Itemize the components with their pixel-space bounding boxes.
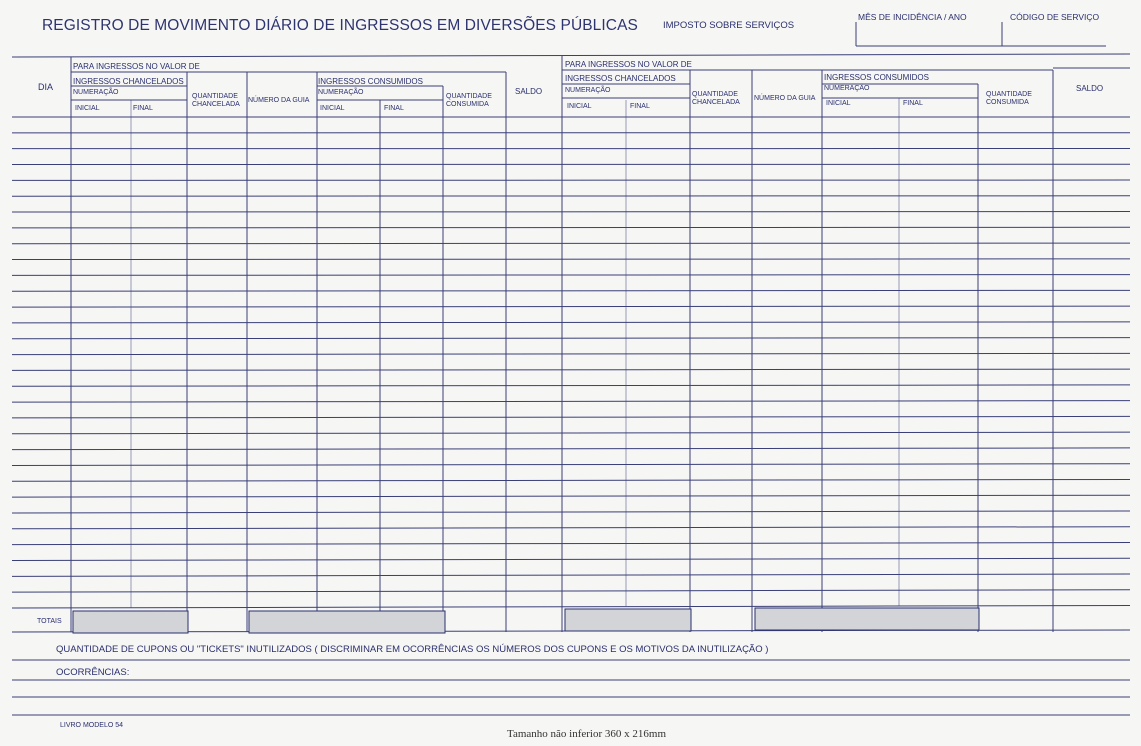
qtd-consumida-right-1: QUANTIDADE [986, 91, 1032, 98]
ledger-row-line [12, 432, 1130, 434]
tax-label: IMPOSTO SOBRE SERVIÇOS [663, 20, 795, 31]
month-year-label: MÊS DE INCIDÊNCIA / ANO [858, 12, 967, 22]
chancelados-header-right: INGRESSOS CHANCELADOS [565, 74, 676, 83]
final-consumidos-right: FINAL [903, 100, 923, 107]
totals-shade-consumidos-right [755, 608, 979, 630]
numero-guia-left: NÚMERO DA GUIA [248, 97, 310, 104]
consumidos-header-right: INGRESSOS CONSUMIDOS [824, 73, 929, 82]
ledger-row-line [12, 353, 1130, 354]
consumidos-header-left: INGRESSOS CONSUMIDOS [318, 77, 423, 86]
ledger-row-line [12, 259, 1130, 260]
ledger-row-line [12, 448, 1130, 450]
ledger-row-line [12, 338, 1130, 339]
ledger-row-line [12, 385, 1130, 386]
qtd-chancelada-right-1: QUANTIDADE [692, 91, 738, 98]
ledger-row-line [12, 416, 1130, 418]
value-header-right: PARA INGRESSOS NO VALOR DE [565, 60, 692, 69]
ledger-row-line [12, 542, 1130, 544]
ledger-row-line [12, 306, 1130, 307]
qtd-consumida-right-2: CONSUMIDA [986, 99, 1029, 106]
totals-shade-chancelados-left [73, 611, 188, 633]
ledger-row-line [12, 558, 1130, 560]
ledger-row-line [12, 495, 1130, 497]
ledger-row-line [12, 401, 1130, 402]
ledger-row-line [12, 479, 1130, 481]
numeracao-chancelados-left: NUMERAÇÃO [73, 89, 119, 96]
qtd-chancelada-left-1: QUANTIDADE [192, 93, 238, 100]
ledger-row-line [12, 243, 1130, 244]
paper-size-note: Tamanho não inferior 360 x 216mm [507, 728, 667, 740]
final-consumidos-left: FINAL [384, 105, 404, 112]
table-top-line [12, 54, 1130, 57]
qtd-consumida-left-1: QUANTIDADE [446, 93, 492, 100]
final-chancelados-left: FINAL [133, 105, 153, 112]
ledger-row-line [12, 322, 1130, 323]
qtd-chancelada-left-2: CHANCELADA [192, 101, 240, 108]
ocorrencias-label: OCORRÊNCIAS: [56, 667, 130, 678]
ledger-row-line [12, 527, 1130, 529]
numeracao-chancelados-right: NUMERAÇÃO [565, 87, 611, 94]
totals-shade-chancelados-right [565, 609, 691, 631]
chancelados-header-left: INGRESSOS CHANCELADOS [73, 77, 184, 86]
value-header-left: PARA INGRESSOS NO VALOR DE [73, 62, 200, 71]
qtd-chancelada-right-2: CHANCELADA [692, 99, 740, 106]
dia-header: DIA [38, 82, 54, 92]
qtd-consumida-left-2: CONSUMIDA [446, 101, 489, 108]
ledger-row-line [12, 574, 1130, 576]
livro-modelo-label: LIVRO MODELO 54 [60, 722, 124, 729]
totais-label: TOTAIS [37, 618, 62, 625]
numeracao-consumidos-left: NUMERAÇÃO [318, 89, 364, 96]
saldo-header-right: SALDO [1076, 84, 1104, 93]
saldo-header-left: SALDO [515, 87, 543, 96]
inicial-chancelados-right: INICIAL [567, 103, 592, 110]
service-code-label: CÓDIGO DE SERVIÇO [1010, 12, 1100, 22]
numeracao-consumidos-right: NUMERAÇÃO [824, 85, 870, 92]
final-chancelados-right: FINAL [630, 103, 650, 110]
ledger-row-line [12, 275, 1130, 276]
totals-shade-consumidos-left [249, 611, 445, 633]
ledger-row-line [12, 464, 1130, 466]
cupons-inutilizados-label: QUANTIDADE DE CUPONS OU "TICKETS" INUTILIZADOS ( DISCRIMINAR EM OCORRÊNCIAS OS NÚMEROS DOS CUPONS E OS MOTIVOS DA INUTILIZAÇÃO ) [56, 644, 769, 655]
ledger-row-line [12, 369, 1130, 370]
ledger-row-line [12, 590, 1130, 592]
ledger-row-line [12, 290, 1130, 291]
numero-guia-right: NÚMERO DA GUIA [754, 95, 816, 102]
ledger-row-line [12, 227, 1130, 228]
ledger-row-line [12, 511, 1130, 513]
form-title: REGISTRO DE MOVIMENTO DIÁRIO DE INGRESSOS EM DIVERSÕES PÚBLICAS [42, 17, 638, 34]
inicial-chancelados-left: INICIAL [75, 105, 100, 112]
inicial-consumidos-right: INICIAL [826, 100, 851, 107]
inicial-consumidos-left: INICIAL [320, 105, 345, 112]
